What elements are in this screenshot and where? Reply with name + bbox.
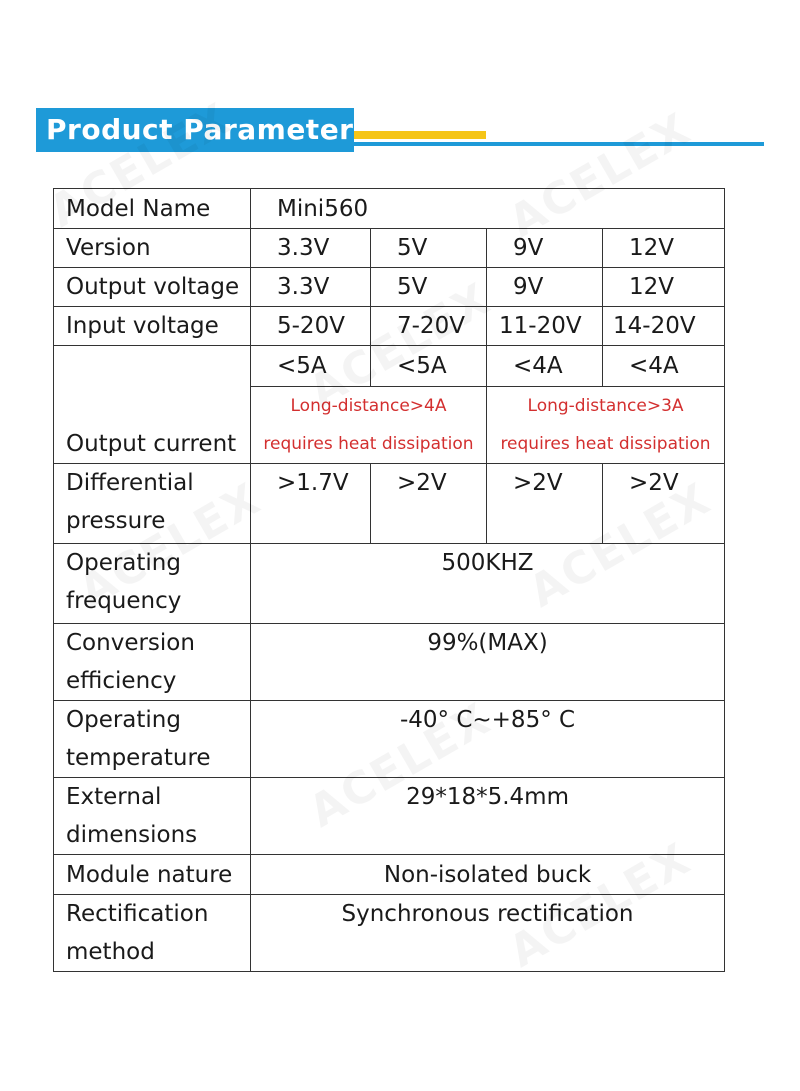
operating-frequency-value: 500KHZ [251, 544, 725, 624]
version-value: 3.3V [251, 229, 371, 268]
row-operating-temperature [54, 701, 725, 778]
output-voltage-value: 5V [371, 268, 487, 307]
external-dimensions-value: 29*18*5.4mm [251, 778, 725, 855]
row-conversion-efficiency [54, 624, 725, 701]
page-title: Product Parameter [36, 108, 354, 152]
conversion-efficiency-value: 99%(MAX) [251, 624, 725, 701]
model-name-label: Model Name [54, 189, 251, 229]
output-current-value: <4A [487, 346, 603, 387]
rectification-method-value: Synchronous rectification [251, 895, 725, 972]
version-value: 12V [603, 229, 725, 268]
heat-note-line1: Long-distance>3A [527, 396, 684, 416]
output-current-label-text: Output current [66, 431, 237, 457]
output-current-value: <5A [371, 346, 487, 387]
row-external-dimensions [54, 778, 725, 855]
output-voltage-value: 12V [603, 268, 725, 307]
output-current-value: <4A [603, 346, 725, 387]
row-output-voltage [54, 268, 725, 307]
module-nature-label: Module nature [54, 855, 251, 895]
differential-pressure-value: >2V [603, 464, 725, 544]
differential-pressure-value: >2V [487, 464, 603, 544]
input-voltage-label: Input voltage [54, 307, 251, 346]
row-model-name [54, 189, 725, 229]
rectification-method-label: Rectification method [54, 895, 251, 972]
row-output-current [54, 346, 725, 387]
row-module-nature [54, 855, 725, 895]
version-value: 5V [371, 229, 487, 268]
parameter-table [53, 188, 725, 972]
heat-note-line1: Long-distance>4A [290, 396, 447, 416]
output-voltage-label: Output voltage [54, 268, 251, 307]
operating-temperature-label: Operating temperature [54, 701, 251, 778]
heat-note [487, 387, 725, 464]
output-current-value: <5A [251, 346, 371, 387]
row-operating-frequency [54, 544, 725, 624]
output-voltage-value: 3.3V [251, 268, 371, 307]
input-voltage-value: 14-20V [603, 307, 725, 346]
differential-pressure-label: Differential pressure [54, 464, 251, 544]
input-voltage-value: 5-20V [251, 307, 371, 346]
accent-bar-yellow [354, 131, 486, 139]
row-input-voltage [54, 307, 725, 346]
output-voltage-value: 9V [487, 268, 603, 307]
input-voltage-value: 7-20V [371, 307, 487, 346]
accent-line-blue [354, 142, 764, 146]
heat-note-line2: requires heat dissipation [500, 434, 711, 454]
conversion-efficiency-label: Conversion efficiency [54, 624, 251, 701]
operating-temperature-value: -40° C~+85° C [251, 701, 725, 778]
row-version [54, 229, 725, 268]
version-label: Version [54, 229, 251, 268]
operating-frequency-label: Operating frequency [54, 544, 251, 624]
version-value: 9V [487, 229, 603, 268]
heat-note-line2: requires heat dissipation [263, 434, 474, 454]
differential-pressure-value: >2V [371, 464, 487, 544]
row-differential-pressure [54, 464, 725, 544]
row-rectification-method [54, 895, 725, 972]
output-current-label [54, 346, 251, 464]
input-voltage-value: 11-20V [487, 307, 603, 346]
heat-note [251, 387, 487, 464]
module-nature-value: Non-isolated buck [251, 855, 725, 895]
model-name-value: Mini560 [251, 189, 725, 229]
external-dimensions-label: External dimensions [54, 778, 251, 855]
differential-pressure-value: >1.7V [251, 464, 371, 544]
